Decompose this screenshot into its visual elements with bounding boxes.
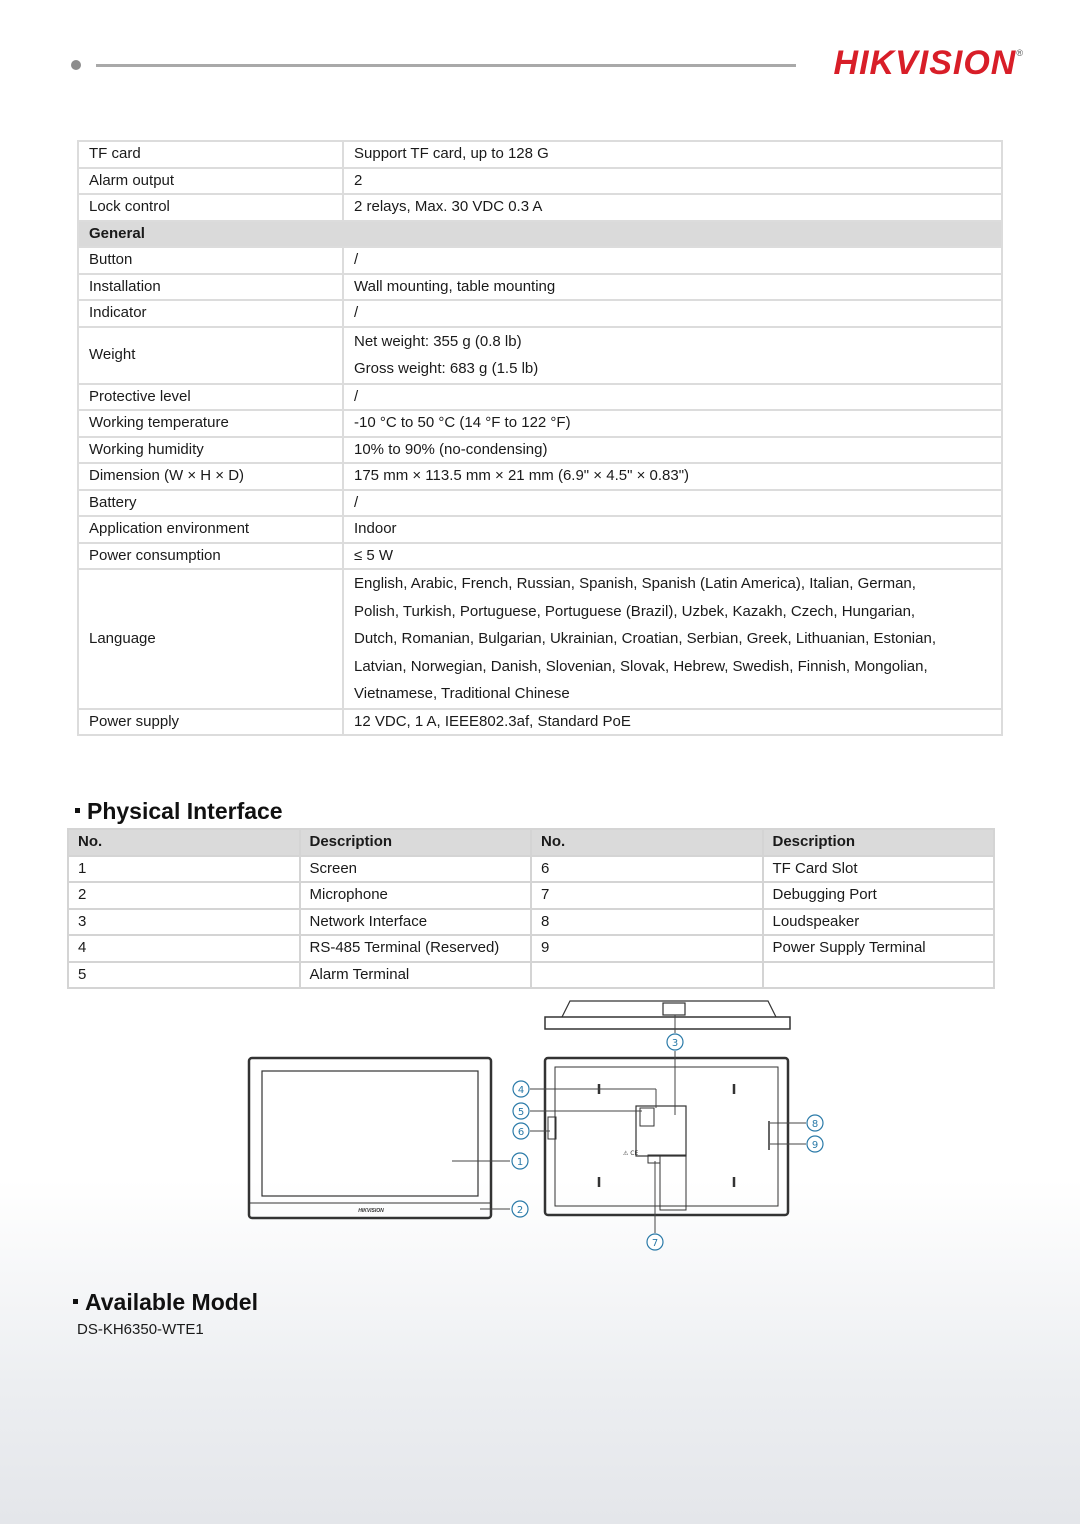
callout-7 bbox=[647, 1234, 663, 1250]
spec-row bbox=[78, 194, 1002, 221]
spec-key: TF card bbox=[78, 141, 343, 168]
spec-value: ≤ 5 W bbox=[343, 543, 1002, 570]
spec-value: / bbox=[343, 247, 1002, 274]
spec-key: Indicator bbox=[78, 300, 343, 327]
device-top-view bbox=[545, 1001, 790, 1029]
spec-value-line: Latvian, Norwegian, Danish, Slovenian, Slovak, Hebrew, Swedish, Finnish, Mongolian, bbox=[354, 657, 928, 675]
board-mark: ⚠ CE bbox=[623, 1150, 639, 1157]
spec-key: Installation bbox=[78, 274, 343, 301]
phys-cell: 8 bbox=[531, 909, 763, 936]
phys-cell: Power Supply Terminal bbox=[763, 935, 995, 962]
svg-text:4: 4 bbox=[517, 1085, 525, 1096]
spec-value: / bbox=[343, 300, 1002, 327]
spec-value: / bbox=[343, 384, 1002, 411]
phys-row bbox=[68, 962, 994, 989]
callout-8 bbox=[807, 1115, 823, 1131]
spec-key: Language bbox=[78, 569, 343, 709]
spec-row bbox=[78, 709, 1002, 736]
spec-row bbox=[78, 543, 1002, 570]
callout-1 bbox=[512, 1153, 528, 1169]
header-dot bbox=[71, 60, 81, 70]
phys-header-cell: No. bbox=[531, 829, 763, 856]
phys-cell: TF Card Slot bbox=[763, 856, 995, 883]
spec-value: -10 °C to 50 °C (14 °F to 122 °F) bbox=[343, 410, 1002, 437]
available-model-heading: Available Model bbox=[73, 1289, 258, 1316]
spec-value: 2 bbox=[343, 168, 1002, 195]
spec-row bbox=[78, 437, 1002, 464]
spec-value-line: Polish, Turkish, Portuguese, Portuguese (Brazil), Uzbek, Kazakh, Czech, Hungarian, bbox=[354, 602, 916, 620]
spec-section-title: General bbox=[78, 221, 1002, 248]
svg-text:7: 7 bbox=[651, 1238, 659, 1249]
spec-key: Power consumption bbox=[78, 543, 343, 570]
svg-text:8: 8 bbox=[811, 1119, 819, 1130]
spec-key: Lock control bbox=[78, 194, 343, 221]
spec-value-line: Vietnamese, Traditional Chinese bbox=[354, 685, 570, 702]
phys-row bbox=[68, 909, 994, 936]
callout-4 bbox=[513, 1081, 529, 1097]
phys-cell: 5 bbox=[68, 962, 300, 989]
phys-cell: Loudspeaker bbox=[763, 909, 995, 936]
brand-logo: HIKVISION® bbox=[833, 44, 1024, 82]
physical-interface-table bbox=[67, 828, 995, 989]
phys-cell: Alarm Terminal bbox=[300, 962, 532, 989]
spec-key: Power supply bbox=[78, 709, 343, 736]
spec-key: Button bbox=[78, 247, 343, 274]
spec-value: 10% to 90% (no-condensing) bbox=[343, 437, 1002, 464]
svg-text:6: 6 bbox=[517, 1127, 525, 1138]
callout-2 bbox=[512, 1201, 528, 1217]
phys-header-cell: Description bbox=[300, 829, 532, 856]
phys-cell: 4 bbox=[68, 935, 300, 962]
svg-text:9: 9 bbox=[811, 1140, 819, 1151]
physical-interface-heading: Physical Interface bbox=[75, 798, 283, 825]
spec-value-line: Dutch, Romanian, Bulgarian, Ukrainian, Croatian, Serbian, Greek, Lithuanian, Estonian, bbox=[354, 630, 936, 647]
callout-3 bbox=[667, 1034, 683, 1050]
spec-value: Wall mounting, table mounting bbox=[343, 274, 1002, 301]
spec-value-line: English, Arabic, French, Russian, Spanish, Spanish (Latin America), Italian, German, bbox=[354, 575, 916, 592]
callout-9 bbox=[807, 1136, 823, 1152]
svg-text:1: 1 bbox=[516, 1157, 524, 1168]
phys-header-cell: No. bbox=[68, 829, 300, 856]
phys-cell: 7 bbox=[531, 882, 763, 909]
spec-value bbox=[343, 569, 1002, 709]
spec-row bbox=[78, 141, 1002, 168]
device-diagram bbox=[240, 995, 840, 1255]
device-front-view bbox=[249, 1058, 491, 1218]
spec-row bbox=[78, 463, 1002, 490]
device-logo: HIKVISION bbox=[358, 1208, 384, 1214]
phys-cell: 9 bbox=[531, 935, 763, 962]
svg-text:5: 5 bbox=[517, 1107, 525, 1118]
spec-table bbox=[77, 140, 1003, 736]
spec-value: Indoor bbox=[343, 516, 1002, 543]
spec-value: 2 relays, Max. 30 VDC 0.3 A bbox=[343, 194, 1002, 221]
spec-key: Application environment bbox=[78, 516, 343, 543]
device-back-view bbox=[545, 1058, 788, 1215]
spec-key: Weight bbox=[78, 327, 343, 384]
spec-value: 12 VDC, 1 A, IEEE802.3af, Standard PoE bbox=[343, 709, 1002, 736]
spec-value: / bbox=[343, 490, 1002, 517]
spec-key: Alarm output bbox=[78, 168, 343, 195]
spec-row bbox=[78, 516, 1002, 543]
spec-value: Support TF card, up to 128 G bbox=[343, 141, 1002, 168]
spec-row bbox=[78, 410, 1002, 437]
phys-cell: Debugging Port bbox=[763, 882, 995, 909]
phys-cell: 3 bbox=[68, 909, 300, 936]
callout-5 bbox=[513, 1103, 529, 1119]
phys-header-row bbox=[68, 829, 994, 856]
phys-cell: 6 bbox=[531, 856, 763, 883]
spec-key: Protective level bbox=[78, 384, 343, 411]
phys-cell: Network Interface bbox=[300, 909, 532, 936]
spec-key: Battery bbox=[78, 490, 343, 517]
svg-text:2: 2 bbox=[516, 1205, 524, 1216]
phys-cell: 2 bbox=[68, 882, 300, 909]
spec-key: Working temperature bbox=[78, 410, 343, 437]
spec-row bbox=[78, 490, 1002, 517]
callout-6 bbox=[513, 1123, 529, 1139]
spec-value-line: Net weight: 355 g (0.8 lb) bbox=[354, 332, 522, 350]
phys-cell: Screen bbox=[300, 856, 532, 883]
spec-row bbox=[78, 300, 1002, 327]
spec-key: Working humidity bbox=[78, 437, 343, 464]
spec-value-line: Gross weight: 683 g (1.5 lb) bbox=[354, 360, 539, 377]
spec-row bbox=[78, 569, 1002, 709]
spec-row bbox=[78, 327, 1002, 384]
spec-row bbox=[78, 384, 1002, 411]
phys-row bbox=[68, 856, 994, 883]
spec-row bbox=[78, 274, 1002, 301]
svg-text:3: 3 bbox=[671, 1038, 679, 1049]
spec-key: Dimension (W × H × D) bbox=[78, 463, 343, 490]
spec-value bbox=[343, 327, 1002, 384]
available-model-value: DS-KH6350-WTE1 bbox=[77, 1321, 204, 1338]
spec-value: 175 mm × 113.5 mm × 21 mm (6.9" × 4.5" × 0.83") bbox=[343, 463, 1002, 490]
spec-section-row bbox=[78, 221, 1002, 248]
spec-row bbox=[78, 247, 1002, 274]
phys-row bbox=[68, 935, 994, 962]
phys-cell: RS-485 Terminal (Reserved) bbox=[300, 935, 532, 962]
header-rule bbox=[96, 64, 796, 67]
phys-cell bbox=[531, 962, 763, 989]
spec-row bbox=[78, 168, 1002, 195]
phys-row bbox=[68, 882, 994, 909]
phys-header-cell: Description bbox=[763, 829, 995, 856]
phys-cell: 1 bbox=[68, 856, 300, 883]
phys-cell: Microphone bbox=[300, 882, 532, 909]
phys-cell bbox=[763, 962, 995, 989]
